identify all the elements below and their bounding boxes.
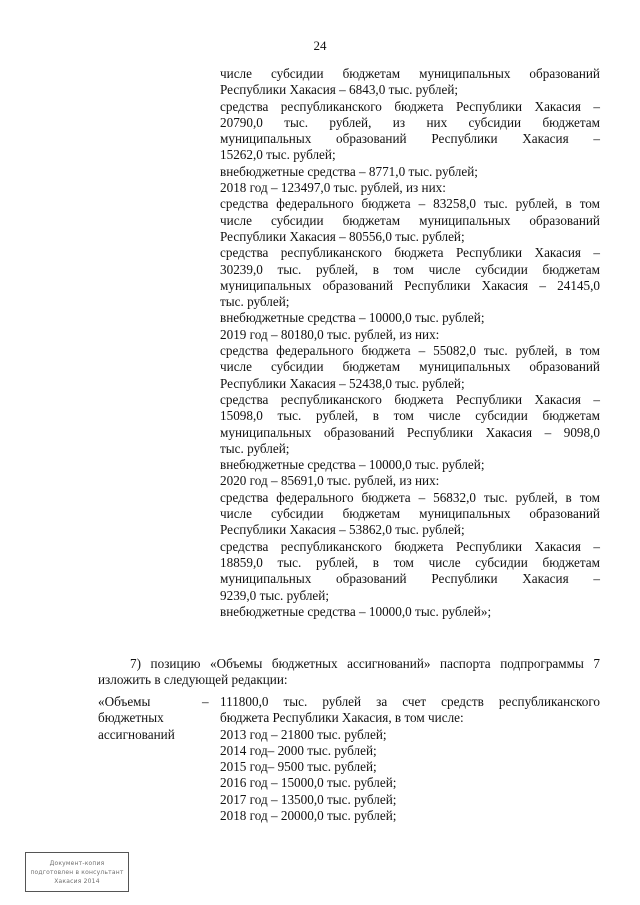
text-line: числе субсидии бюджетам муниципальных образований: [220, 506, 600, 522]
allocation-line: 2017 год – 13500,0 тыс. рублей;: [220, 791, 397, 807]
stamp-line: подготовлен в консультант: [30, 868, 124, 876]
text-line: 2020 год – 85691,0 тыс. рублей, из них:: [220, 473, 440, 489]
text-line: средства республиканского бюджета Республики Хакасия –: [220, 391, 600, 407]
allocation-line: 2018 год – 20000,0 тыс. рублей;: [220, 808, 397, 824]
allocation-line: 2014 год– 2000 тыс. рублей;: [220, 742, 377, 758]
allocations-label-line: ассигнований: [98, 726, 175, 742]
text-line: Республики Хакасия – 80556,0 тыс. рублей;: [220, 228, 465, 244]
text-line: 20790,0 тыс. рублей, из них субсидии бюджетам: [220, 114, 600, 130]
text-line: 2018 год – 123497,0 тыс. рублей, из них:: [220, 180, 446, 196]
text-line: 30239,0 тыс. рублей, в том числе субсидии бюджетам: [220, 261, 600, 277]
allocations-label-line: бюджетных: [98, 710, 164, 726]
allocation-line: 2016 год – 15000,0 тыс. рублей;: [220, 775, 397, 791]
stamp-line: Хакасия 2014: [54, 877, 100, 885]
text-line: 2019 год – 80180,0 тыс. рублей, из них:: [220, 326, 440, 342]
allocations-values: [220, 694, 600, 824]
text-line: средства федерального бюджета – 83258,0 тыс. рублей, в том: [220, 196, 600, 212]
text-line: средства республиканского бюджета Республики Хакасия –: [220, 98, 600, 114]
text-line: средства федерального бюджета – 55082,0 тыс. рублей, в том: [220, 343, 600, 359]
text-line: числе субсидии бюджетам муниципальных образований: [220, 359, 600, 375]
text-line: внебюджетные средства – 10000,0 тыс. рублей»;: [220, 603, 492, 619]
allocation-line: 2015 год– 9500 тыс. рублей;: [220, 759, 377, 775]
text-line: числе субсидии бюджетам муниципальных образований: [220, 66, 600, 81]
text-line: внебюджетные средства – 10000,0 тыс. рублей;: [220, 457, 485, 473]
text-line: тыс. рублей;: [220, 294, 290, 310]
item-7-intro-line-2: изложить в следующей редакции:: [98, 672, 288, 688]
allocations-label-line: «Объемы: [98, 694, 151, 709]
text-line: числе субсидии бюджетам муниципальных образований: [220, 212, 600, 228]
copy-stamp: [25, 852, 129, 892]
text-line: Республики Хакасия – 52438,0 тыс. рублей;: [220, 375, 465, 391]
allocations-dash: –: [202, 694, 209, 709]
allocations-label: [98, 694, 198, 743]
text-line: муниципальных образований Республики Хакасия –: [220, 571, 600, 587]
text-line: муниципальных образований Республики Хакасия –: [220, 131, 600, 147]
text-line: средства федерального бюджета – 56832,0 тыс. рублей, в том: [220, 489, 600, 505]
text-line: 9239,0 тыс. рублей;: [220, 587, 330, 603]
item-7-intro-line-1: 7) позицию «Объемы бюджетных ассигнований» паспорта подпрограммы 7: [130, 656, 600, 671]
stamp-line: Документ-копия: [49, 859, 105, 867]
text-line: муниципальных образований Республики Хакасия – 24145,0: [220, 277, 600, 293]
text-line: муниципальных образований Республики Хакасия – 9098,0: [220, 424, 600, 440]
budget-text-block: [220, 66, 600, 620]
page-number: 24: [313, 38, 327, 53]
text-line: 15098,0 тыс. рублей, в том числе субсидии бюджетам: [220, 408, 600, 424]
text-line: тыс. рублей;: [220, 440, 290, 456]
text-line: 15262,0 тыс. рублей;: [220, 147, 336, 163]
allocation-line: бюджета Республики Хакасия, в том числе:: [220, 710, 464, 726]
text-line: средства республиканского бюджета Республики Хакасия –: [220, 245, 600, 261]
allocation-line: 111800,0 тыс. рублей за счет средств республиканского: [220, 694, 600, 709]
text-line: средства республиканского бюджета Республики Хакасия –: [220, 538, 600, 554]
text-line: Республики Хакасия – 6843,0 тыс. рублей;: [220, 82, 459, 98]
text-line: Республики Хакасия – 53862,0 тыс. рублей;: [220, 522, 465, 538]
text-line: внебюджетные средства – 10000,0 тыс. рублей;: [220, 310, 485, 326]
allocation-line: 2013 год – 21800 тыс. рублей;: [220, 726, 387, 742]
text-line: 18859,0 тыс. рублей, в том числе субсидии бюджетам: [220, 554, 600, 570]
item-7-intro: [98, 656, 600, 689]
text-line: внебюджетные средства – 8771,0 тыс. рублей;: [220, 163, 478, 179]
